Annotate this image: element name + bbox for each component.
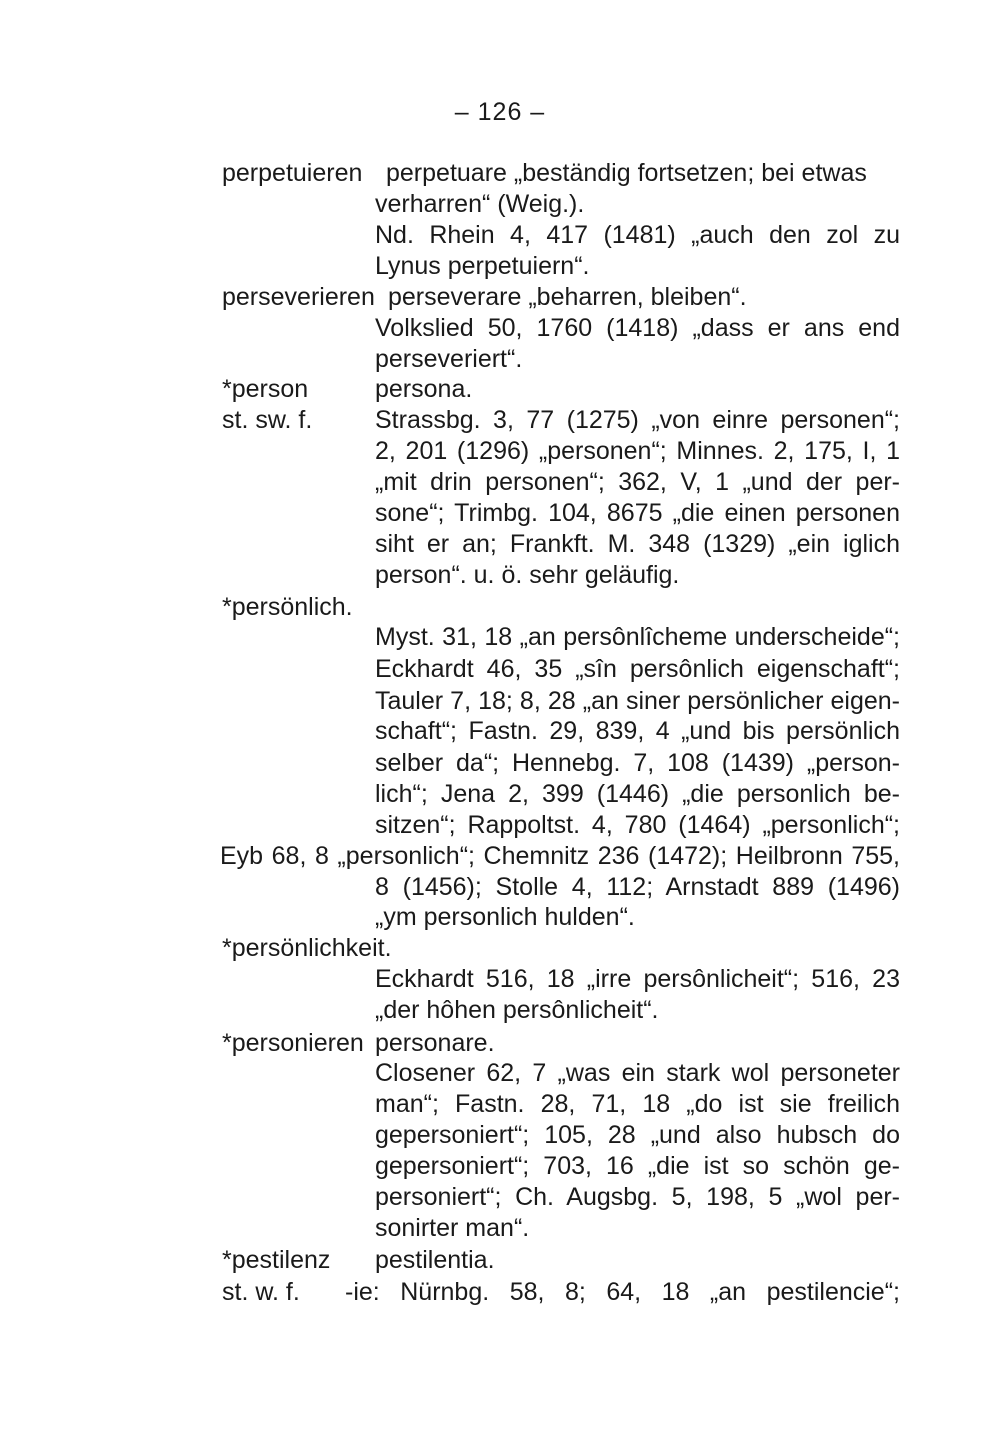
entry-line: Lynus perpetuiern“. — [375, 252, 590, 280]
entry-line: „mit drin personen“; 362, V, 1 „und der per- — [375, 468, 900, 496]
entry-line: perseverare „beharren, bleiben“. — [388, 283, 747, 311]
entry-line: 8 (1456); Stolle 4, 112; Arnstadt 889 (1496) — [375, 873, 900, 901]
headword-perseverieren: perseverieren — [222, 283, 375, 311]
grammar-label: st. sw. f. — [222, 406, 313, 434]
entry-line: persona. — [375, 375, 473, 403]
entry-line: man“; Fastn. 28, 71, 18 „do ist sie freilich — [375, 1090, 900, 1118]
headword-persoenlichkeit: *persönlichkeit. — [222, 934, 392, 962]
entry-line: sonirter man“. — [375, 1214, 530, 1242]
entry-line: Closener 62, 7 „was ein stark wol personeter — [375, 1059, 900, 1087]
entry-line: „ym personlich hulden“. — [375, 903, 635, 931]
headword-person: *person — [222, 375, 309, 403]
entry-line: verharren“ (Weig.). — [375, 190, 585, 218]
entry-line: Volkslied 50, 1760 (1418) „dass er ans end — [375, 314, 900, 342]
headword-perpetuieren: perpetuieren — [222, 159, 363, 187]
entry-line: Nd. Rhein 4, 417 (1481) „auch den zol zu — [375, 221, 900, 249]
entry-line: sone“; Trimbg. 104, 8675 „die einen personen — [375, 499, 900, 527]
entry-line: perseveriert“. — [375, 345, 523, 373]
entry-line: -ie: Nürnbg. 58, 8; 64, 18 „an pestilencie“; — [345, 1278, 900, 1306]
headword-persoenlich: *persönlich. — [222, 593, 353, 621]
headword-personieren: *personieren — [222, 1029, 364, 1057]
entry-line: gepersoniert“; 703, 16 „die ist so schön ge- — [375, 1152, 900, 1180]
entry-line: personiert“; Ch. Augsbg. 5, 198, 5 „wol per- — [375, 1183, 900, 1211]
entry-line: Eyb 68, 8 „personlich“; Chemnitz 236 (1472); Heilbronn 755, — [220, 842, 900, 870]
entry-line: sitzen“; Rappoltst. 4, 780 (1464) „personlich“; — [375, 811, 900, 839]
entry-line: Myst. 31, 18 „an persônlîcheme underscheide“; — [375, 623, 900, 651]
entry-line: Eckhardt 516, 18 „irre persônlicheit“; 516, 23 — [375, 965, 900, 993]
page-number: – 126 – — [454, 98, 546, 126]
entry-line: „der hôhen persônlicheit“. — [375, 996, 659, 1024]
entry-line: pestilentia. — [375, 1246, 495, 1274]
entry-line: schaft“; Fastn. 29, 839, 4 „und bis persönlich — [375, 717, 900, 745]
entry-line: personare. — [375, 1029, 495, 1057]
entry-line: selber da“; Hennebg. 7, 108 (1439) „person- — [375, 749, 900, 777]
entry-line: Strassbg. 3, 77 (1275) „von einre personen“; — [375, 406, 900, 434]
entry-line: Eckhardt 46, 35 „sîn persônlich eigenschaft“; — [375, 655, 900, 683]
entry-line: lich“; Jena 2, 399 (1446) „die personlich be- — [375, 780, 900, 808]
entry-line: Tauler 7, 18; 8, 28 „an siner persönlicher eigen- — [375, 687, 900, 715]
headword-pestilenz: *pestilenz — [222, 1246, 331, 1274]
entry-line: siht er an; Frankft. M. 348 (1329) „ein iglich — [375, 530, 900, 558]
entry-line: person“. u. ö. sehr geläufig. — [375, 561, 680, 589]
entry-line: 2, 201 (1296) „personen“; Minnes. 2, 175, I, 1 — [375, 437, 900, 465]
grammar-label: st. w. f. — [222, 1278, 300, 1306]
entry-line: perpetuare „beständig fortsetzen; bei etwas — [386, 159, 867, 187]
entry-line: gepersoniert“; 105, 28 „und also hubsch do — [375, 1121, 900, 1149]
